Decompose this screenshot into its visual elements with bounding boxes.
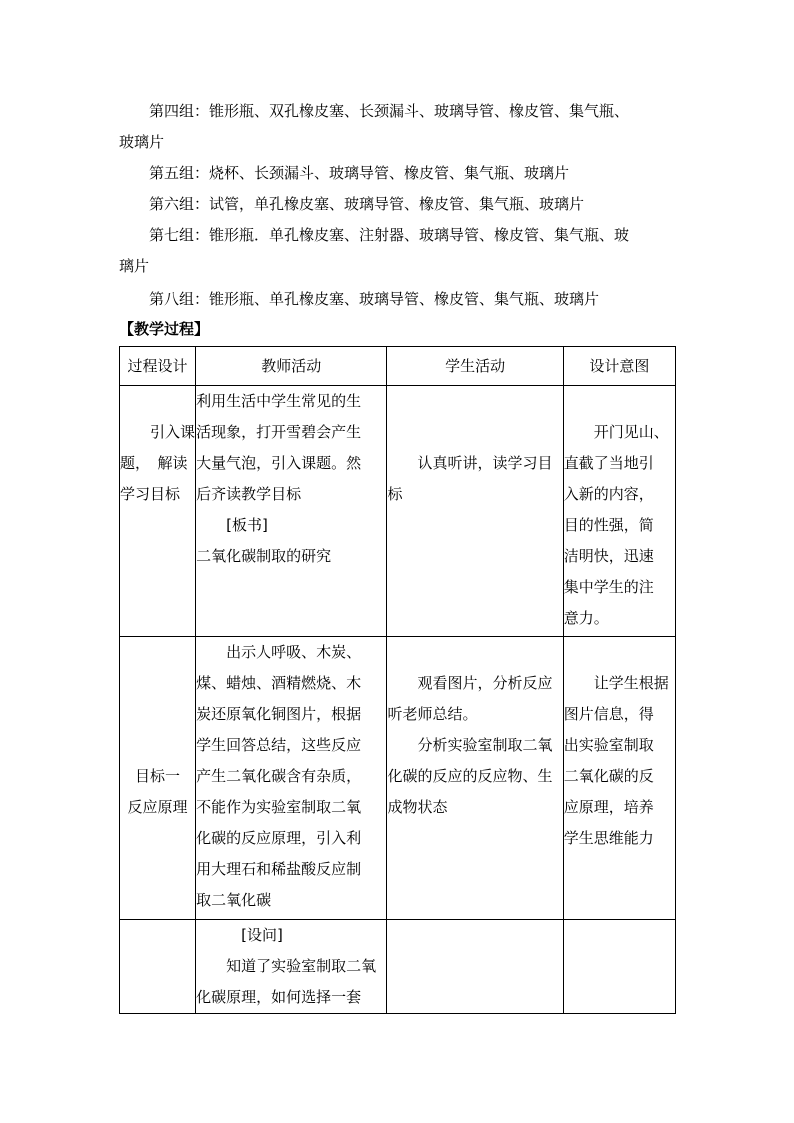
group-seven-line2: 璃片 bbox=[119, 257, 150, 275]
group-six-line: 第六组：试管，单孔橡皮塞、玻璃导管、橡皮管、集气瓶、玻璃片 bbox=[119, 195, 585, 213]
table-row bbox=[120, 920, 676, 1014]
row1-teacher-cell: 利用生活中学生常见的生 活现象，打开雪碧会产生 大量气泡，引入课题。然 后齐读教学目标 [板书] 二氧化碳制取的研究 bbox=[196, 386, 387, 637]
header-teacher-activity: 教师活动 bbox=[196, 347, 387, 386]
group-four-line1: 第四组：锥形瓶、双孔橡皮塞、长颈漏斗、玻璃导管、橡皮管、集气瓶、 bbox=[119, 102, 630, 120]
table-row bbox=[120, 637, 676, 920]
header-student-activity: 学生活动 bbox=[387, 347, 563, 386]
row1-intent-cell: 开门见山、 直截了当地引 入新的内容， 目的性强，简 洁明快，迅速 集中学生的注 意力。 bbox=[563, 386, 675, 637]
group-eight-line: 第八组：锥形瓶、单孔橡皮塞、玻璃导管、橡皮管、集气瓶、玻璃片 bbox=[119, 290, 600, 308]
table-header-row bbox=[120, 347, 676, 386]
row1-student-cell: 认真听讲，读学习目 标 bbox=[387, 386, 563, 637]
row3-teacher-cell: [设问] 知道了实验室制取二氧 化碳原理，如何选择一套 bbox=[196, 920, 387, 1014]
table-row bbox=[120, 386, 676, 637]
row3-process-cell bbox=[120, 920, 196, 1014]
group-five-line: 第五组：烧杯、长颈漏斗、玻璃导管、橡皮管、集气瓶、玻璃片 bbox=[119, 164, 570, 182]
row3-student-cell bbox=[387, 920, 563, 1014]
group-four-line2: 玻璃片 bbox=[119, 133, 165, 151]
row2-process-cell: 目标一 反应原理 bbox=[120, 637, 196, 920]
header-process-design: 过程设计 bbox=[120, 347, 196, 386]
header-design-intent: 设计意图 bbox=[563, 347, 675, 386]
row2-teacher-cell: 出示人呼吸、木炭、 煤、蜡烛、酒精燃烧、木 炭还原氧化铜图片，根据 学生回答总结，这些反应 产生二氧化碳含有杂质， 不能作为实验室制取二氧 化碳的反应原理，引入利 用大理石和稀盐酸反应制 取二氧化碳 bbox=[196, 637, 387, 920]
row2-student-cell: 观看图片，分析反应 听老师总结。 分析实验室制取二氧 化碳的反应的反应物、生 成物状态 bbox=[387, 637, 563, 920]
group-seven-line1: 第七组：锥形瓶．单孔橡皮塞、注射器、玻璃导管、橡皮管、集气瓶、玻 bbox=[119, 226, 630, 244]
row3-intent-cell bbox=[563, 920, 675, 1014]
teaching-process-table bbox=[119, 346, 676, 1014]
row1-process-cell: 引入课 题， 解读 学习目标 bbox=[120, 386, 196, 637]
row2-intent-cell: 让学生根据 图片信息，得 出实验室制取 二氧化碳的反 应原理，培养 学生思维能力 bbox=[563, 637, 675, 920]
section-title: 【教学过程】 bbox=[119, 320, 210, 338]
